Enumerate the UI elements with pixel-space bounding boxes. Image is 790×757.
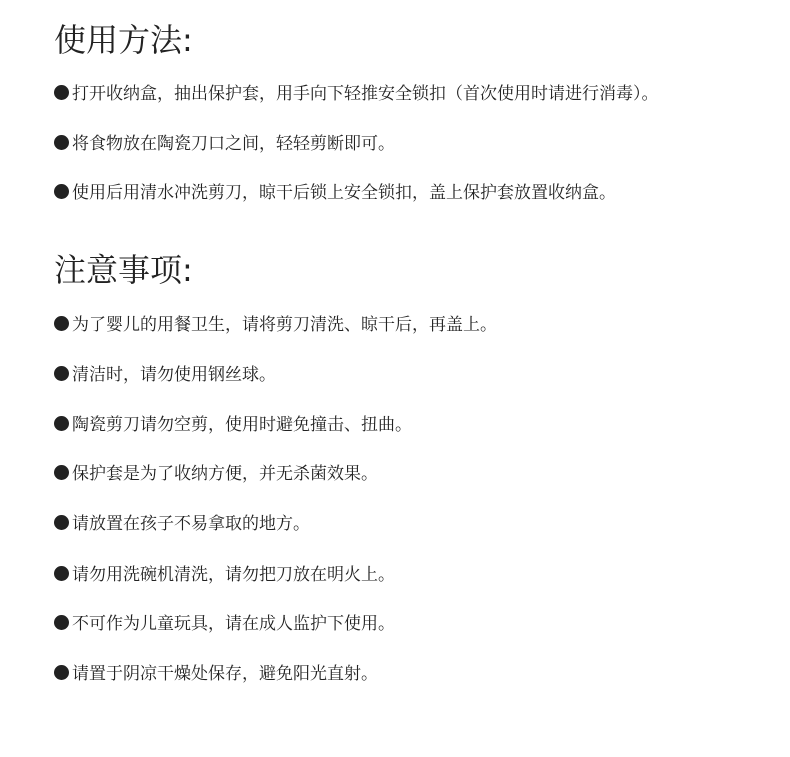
note-item-text: 为了婴儿的用餐卫生，请将剪刀清洗、晾干后，再盖上。 xyxy=(72,315,497,335)
note-item xyxy=(54,413,412,437)
note-item xyxy=(54,563,395,587)
usage-item-text: 将食物放在陶瓷刀口之间，轻轻剪断即可。 xyxy=(72,134,395,154)
note-item-text: 请置于阴凉干燥处保存，避免阳光直射。 xyxy=(72,664,378,684)
usage-item-text: 打开收纳盒，抽出保护套，用手向下轻推安全锁扣（首次使用时请进行消毒）。 xyxy=(72,84,659,104)
bullet-icon xyxy=(54,316,69,331)
note-item xyxy=(54,363,276,387)
note-item xyxy=(54,313,497,337)
bullet-icon xyxy=(54,566,69,581)
note-item xyxy=(54,612,395,636)
bullet-icon xyxy=(54,515,69,530)
bullet-icon xyxy=(54,416,69,431)
usage-item-text: 使用后用清水冲洗剪刀，晾干后锁上安全锁扣，盖上保护套放置收纳盒。 xyxy=(72,183,616,203)
usage-item xyxy=(54,82,659,106)
note-item-text: 清洁时，请勿使用钢丝球。 xyxy=(72,365,276,385)
note-item xyxy=(54,512,310,536)
usage-item xyxy=(54,132,395,156)
bullet-icon xyxy=(54,135,69,150)
note-item-text: 保护套是为了收纳方便，并无杀菌效果。 xyxy=(72,464,378,484)
bullet-icon xyxy=(54,615,69,630)
note-item xyxy=(54,462,378,486)
usage-heading: 使用方法: xyxy=(54,21,193,59)
note-item-text: 不可作为儿童玩具，请在成人监护下使用。 xyxy=(72,614,395,634)
note-item xyxy=(54,662,378,686)
note-item-text: 陶瓷剪刀请勿空剪，使用时避免撞击、扭曲。 xyxy=(72,415,412,435)
note-item-text: 请放置在孩子不易拿取的地方。 xyxy=(72,514,310,534)
bullet-icon xyxy=(54,184,69,199)
bullet-icon xyxy=(54,465,69,480)
usage-item xyxy=(54,181,616,205)
bullet-icon xyxy=(54,665,69,680)
notes-heading: 注意事项: xyxy=(54,251,193,289)
note-item-text: 请勿用洗碗机清洗，请勿把刀放在明火上。 xyxy=(72,565,395,585)
bullet-icon xyxy=(54,366,69,381)
bullet-icon xyxy=(54,85,69,100)
